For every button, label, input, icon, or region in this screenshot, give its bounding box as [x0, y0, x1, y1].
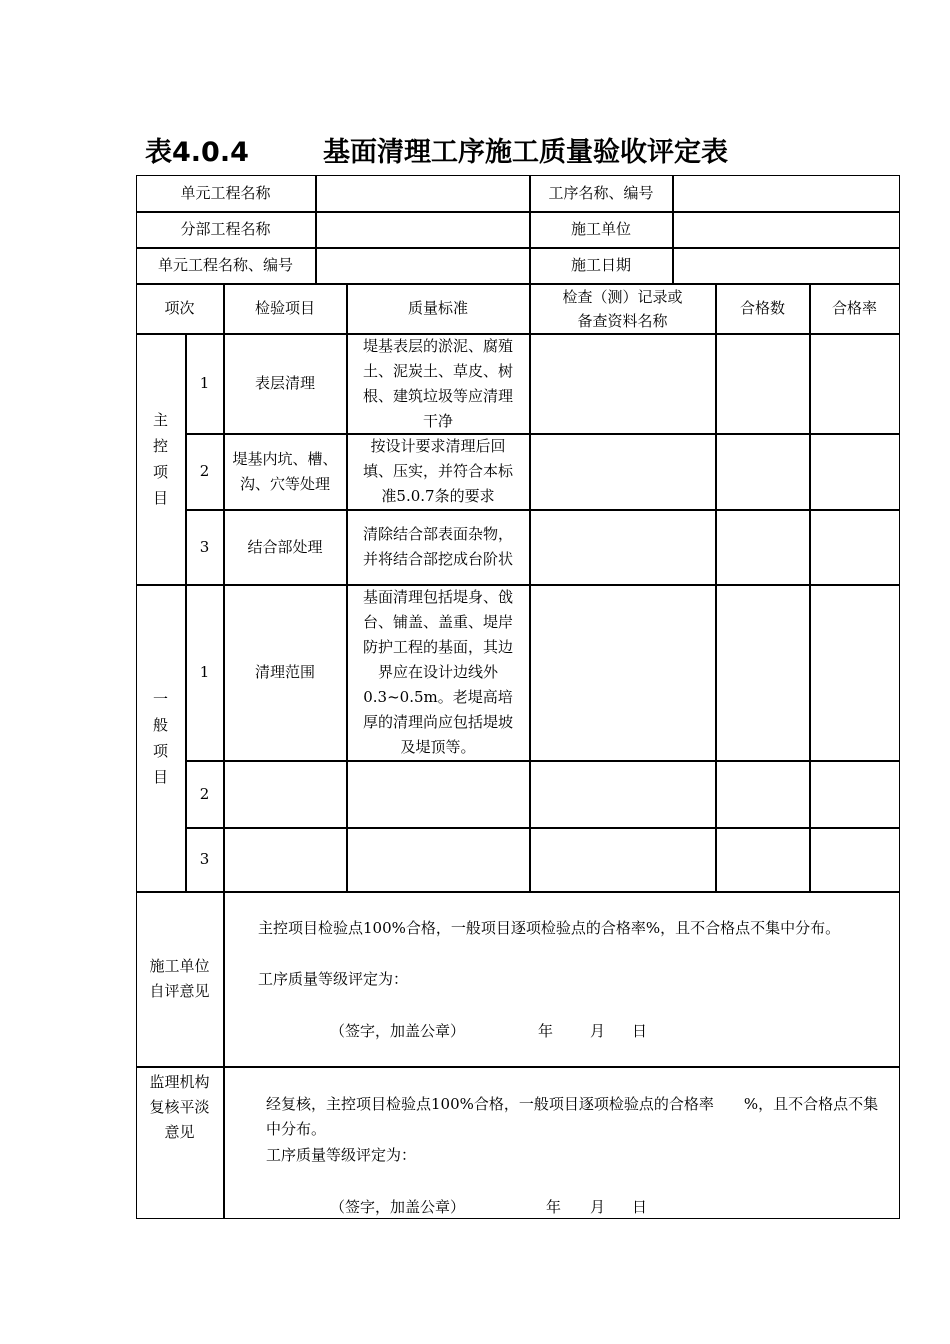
supervision-review-month: 月 — [590, 1198, 606, 1216]
general-item-record-field[interactable] — [530, 585, 716, 761]
general-item-pass-count-field[interactable] — [716, 761, 810, 828]
supervision-review-label: 监理机构复核平淡意见 — [136, 1067, 224, 1219]
construction-unit-label: 施工单位 — [530, 212, 673, 248]
division-project-name-label: 分部工程名称 — [136, 212, 316, 248]
main-item-pass-count-field[interactable] — [716, 434, 810, 510]
column-header-inspection-item: 检验项目 — [224, 284, 347, 334]
general-item-no: 2 — [186, 761, 224, 828]
unit-project-name-number-field[interactable] — [316, 248, 530, 284]
general-item-no: 1 — [186, 585, 224, 761]
general-item-no: 3 — [186, 828, 224, 892]
self-evaluation-label: 施工单位自评意见 — [136, 892, 224, 1067]
general-item-standard-field[interactable] — [347, 761, 530, 828]
supervision-review-day: 日 — [632, 1198, 648, 1216]
general-items-char: 项 — [152, 742, 168, 760]
general-item-record-field[interactable] — [530, 828, 716, 892]
construction-unit-field[interactable] — [673, 212, 900, 248]
column-header-record-line2: 备查资料名称 — [577, 311, 668, 330]
self-evaluation-year: 年 — [538, 1022, 554, 1040]
division-project-name-field[interactable] — [316, 212, 530, 248]
general-item-standard: 基面清理包括堤身、戗台、铺盖、盖重、堤岸防护工程的基面，其边界应在设计边线外0.3~0.5m。老堤高培厚的清理尚应包括堤坡及堤顶等。 — [347, 585, 530, 761]
main-item-no: 3 — [186, 510, 224, 585]
main-items-char: 目 — [152, 489, 168, 507]
main-item-name: 表层清理 — [224, 334, 347, 434]
unit-project-name-label: 单元工程名称 — [136, 175, 316, 212]
general-item-record-field[interactable] — [530, 761, 716, 828]
general-item-pass-count-field[interactable] — [716, 828, 810, 892]
column-header-pass-count: 合格数 — [716, 284, 810, 334]
general-item-name: 清理范围 — [224, 585, 347, 761]
main-item-name: 结合部处理 — [224, 510, 347, 585]
construction-date-field[interactable] — [673, 248, 900, 284]
supervision-review-grade: 工序质量等级评定为： — [266, 1146, 417, 1164]
column-header-item-no: 项次 — [136, 284, 224, 334]
self-evaluation-text: 主控项目检验点100%合格，一般项目逐项检验点的合格率%，且不合格点不集中分布。 — [258, 919, 841, 937]
column-header-record — [530, 284, 716, 334]
self-evaluation-signature: （签字，加盖公章） — [330, 1022, 466, 1040]
general-items-group-label — [136, 585, 186, 892]
main-item-pass-rate-field[interactable] — [810, 510, 900, 585]
main-items-char: 主 — [152, 411, 168, 429]
general-item-name-field[interactable] — [224, 828, 347, 892]
process-name-number-field[interactable] — [673, 175, 900, 212]
main-item-standard: 清除结合部表面杂物，并将结合部挖成台阶状 — [347, 510, 530, 585]
construction-date-label: 施工日期 — [530, 248, 673, 284]
self-evaluation-day: 日 — [632, 1022, 648, 1040]
unit-project-name-field[interactable] — [316, 175, 530, 212]
unit-project-name-number-label: 单元工程名称、编号 — [136, 248, 316, 284]
page-title — [145, 133, 728, 173]
supervision-review-text: 经复核，主控项目检验点100%合格，一般项目逐项检验点的合格率 %，且不合格点不集中分布。 — [266, 1095, 879, 1138]
column-header-pass-rate: 合格率 — [810, 284, 900, 334]
main-item-no: 1 — [186, 334, 224, 434]
main-item-pass-rate-field[interactable] — [810, 334, 900, 434]
supervision-review-year: 年 — [546, 1198, 562, 1216]
general-item-standard-field[interactable] — [347, 828, 530, 892]
main-items-group-label — [136, 334, 186, 585]
column-header-quality-standard: 质量标准 — [347, 284, 530, 334]
general-item-pass-rate-field[interactable] — [810, 585, 900, 761]
general-item-name-field[interactable] — [224, 761, 347, 828]
general-item-pass-rate-field[interactable] — [810, 761, 900, 828]
general-item-pass-rate-field[interactable] — [810, 828, 900, 892]
table-name: 基面清理工序施工质量验收评定表 — [323, 137, 728, 168]
table-code: 表4.0.4 — [145, 137, 249, 168]
main-items-char: 控 — [152, 437, 168, 455]
process-name-number-label: 工序名称、编号 — [530, 175, 673, 212]
main-items-char: 项 — [152, 463, 168, 481]
main-item-pass-count-field[interactable] — [716, 510, 810, 585]
self-evaluation-month: 月 — [590, 1022, 606, 1040]
main-item-standard: 按设计要求清理后回填、压实，并符合本标准5.0.7条的要求 — [347, 434, 530, 510]
main-item-no: 2 — [186, 434, 224, 510]
general-items-char: 目 — [152, 768, 168, 786]
main-item-standard: 堤基表层的淤泥、腐殖土、泥炭土、草皮、树根、建筑垃圾等应清理干净 — [347, 334, 530, 434]
main-item-record-field[interactable] — [530, 510, 716, 585]
main-item-pass-rate-field[interactable] — [810, 434, 900, 510]
general-items-char: 般 — [152, 716, 168, 734]
supervision-review-signature: （签字，加盖公章） — [330, 1198, 466, 1216]
main-item-pass-count-field[interactable] — [716, 334, 810, 434]
general-items-char: 一 — [152, 690, 168, 708]
main-item-name: 堤基内坑、槽、沟、穴等处理 — [224, 434, 347, 510]
main-item-record-field[interactable] — [530, 434, 716, 510]
column-header-record-line1: 检查（测）记录或 — [562, 287, 683, 306]
main-item-record-field[interactable] — [530, 334, 716, 434]
general-item-pass-count-field[interactable] — [716, 585, 810, 761]
self-evaluation-grade: 工序质量等级评定为： — [258, 970, 409, 988]
